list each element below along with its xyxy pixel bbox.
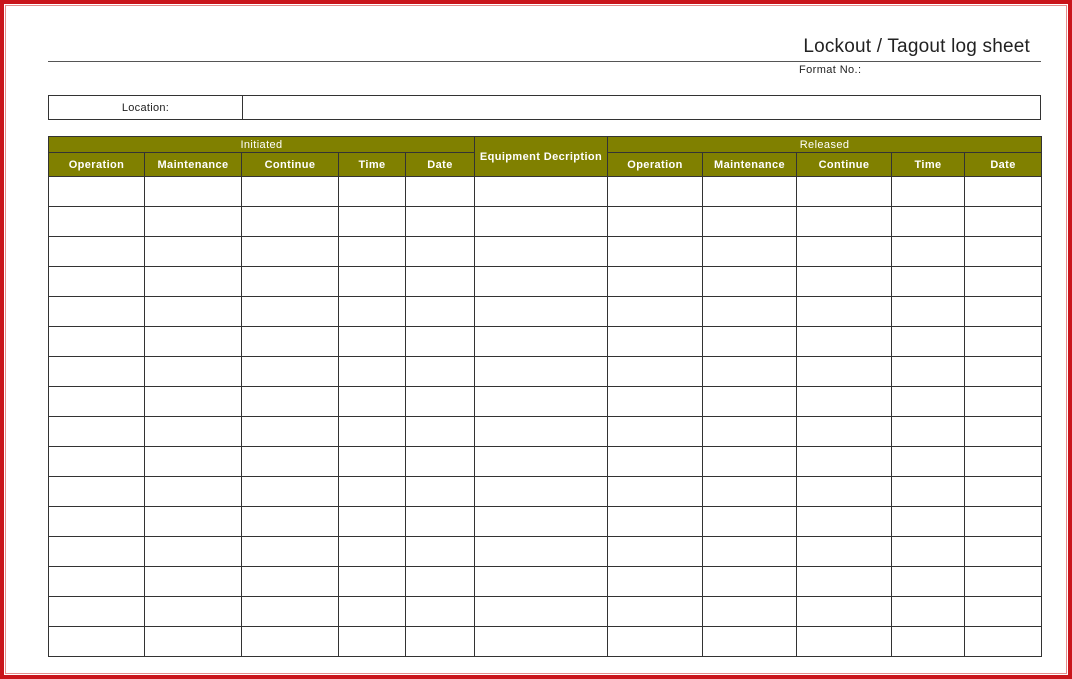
table-cell[interactable] xyxy=(145,537,242,567)
table-cell[interactable] xyxy=(608,357,703,387)
released-maintenance-header: Maintenance xyxy=(703,153,797,177)
table-cell[interactable] xyxy=(703,327,797,357)
table-cell[interactable] xyxy=(49,267,145,297)
table-cell[interactable] xyxy=(475,567,608,597)
location-label: Location: xyxy=(49,96,243,119)
table-cell[interactable] xyxy=(608,627,703,657)
table-row xyxy=(49,567,1042,597)
table-cell[interactable] xyxy=(703,537,797,567)
table-cell[interactable] xyxy=(49,237,145,267)
table-cell[interactable] xyxy=(145,297,242,327)
table-cell[interactable] xyxy=(339,567,406,597)
table-cell[interactable] xyxy=(49,417,145,447)
table-row xyxy=(49,417,1042,447)
table-cell[interactable] xyxy=(475,207,608,237)
table-cell[interactable] xyxy=(703,417,797,447)
table-cell[interactable] xyxy=(145,387,242,417)
table-cell[interactable] xyxy=(49,327,145,357)
table-cell[interactable] xyxy=(703,477,797,507)
released-operation-header: Operation xyxy=(608,153,703,177)
table-cell[interactable] xyxy=(406,207,475,237)
table-cell[interactable] xyxy=(965,297,1042,327)
table-cell[interactable] xyxy=(145,447,242,477)
initiated-group-header: Initiated xyxy=(49,137,475,153)
table-cell[interactable] xyxy=(242,357,339,387)
table-cell[interactable] xyxy=(145,267,242,297)
table-cell[interactable] xyxy=(703,237,797,267)
table-row xyxy=(49,447,1042,477)
equipment-description-header: Equipment Decription xyxy=(475,137,608,177)
table-cell[interactable] xyxy=(797,357,892,387)
table-cell[interactable] xyxy=(242,627,339,657)
table-cell[interactable] xyxy=(145,567,242,597)
table-cell[interactable] xyxy=(242,477,339,507)
table-cell[interactable] xyxy=(406,297,475,327)
table-cell[interactable] xyxy=(892,507,965,537)
table-cell[interactable] xyxy=(145,417,242,447)
table-cell[interactable] xyxy=(703,177,797,207)
table-cell[interactable] xyxy=(406,447,475,477)
table-cell[interactable] xyxy=(608,207,703,237)
table-cell[interactable] xyxy=(892,297,965,327)
table-cell[interactable] xyxy=(406,627,475,657)
table-cell[interactable] xyxy=(608,477,703,507)
table-cell[interactable] xyxy=(339,267,406,297)
table-cell[interactable] xyxy=(406,567,475,597)
table-cell[interactable] xyxy=(145,237,242,267)
table-cell[interactable] xyxy=(49,447,145,477)
table-cell[interactable] xyxy=(406,477,475,507)
title-divider xyxy=(48,61,1041,62)
table-cell[interactable] xyxy=(703,357,797,387)
table-cell[interactable] xyxy=(475,357,608,387)
table-row xyxy=(49,267,1042,297)
initiated-maintenance-header: Maintenance xyxy=(145,153,242,177)
table-cell[interactable] xyxy=(242,297,339,327)
table-cell[interactable] xyxy=(892,357,965,387)
table-cell[interactable] xyxy=(339,477,406,507)
table-cell[interactable] xyxy=(145,357,242,387)
table-cell[interactable] xyxy=(49,627,145,657)
table-cell[interactable] xyxy=(797,297,892,327)
table-row xyxy=(49,207,1042,237)
table-cell[interactable] xyxy=(703,597,797,627)
table-cell[interactable] xyxy=(242,387,339,417)
table-cell[interactable] xyxy=(406,237,475,267)
table-cell[interactable] xyxy=(339,297,406,327)
table-cell[interactable] xyxy=(49,387,145,417)
location-field[interactable] xyxy=(243,96,1040,119)
table-cell[interactable] xyxy=(406,597,475,627)
table-cell[interactable] xyxy=(797,237,892,267)
table-cell[interactable] xyxy=(242,207,339,237)
table-cell[interactable] xyxy=(965,537,1042,567)
table-cell[interactable] xyxy=(892,177,965,207)
table-cell[interactable] xyxy=(797,567,892,597)
table-row xyxy=(49,387,1042,417)
table-row xyxy=(49,627,1042,657)
table-cell[interactable] xyxy=(608,177,703,207)
table-cell[interactable] xyxy=(965,237,1042,267)
table-cell[interactable] xyxy=(339,327,406,357)
table-cell[interactable] xyxy=(965,357,1042,387)
table-cell[interactable] xyxy=(608,237,703,267)
table-cell[interactable] xyxy=(145,507,242,537)
released-group-header: Released xyxy=(608,137,1042,153)
table-cell[interactable] xyxy=(475,417,608,447)
table-cell[interactable] xyxy=(475,297,608,327)
table-cell[interactable] xyxy=(892,537,965,567)
table-cell[interactable] xyxy=(703,207,797,237)
table-cell[interactable] xyxy=(145,207,242,237)
page-title: Lockout / Tagout log sheet xyxy=(803,36,1030,57)
table-cell[interactable] xyxy=(242,327,339,357)
table-cell[interactable] xyxy=(49,507,145,537)
table-cell[interactable] xyxy=(797,417,892,447)
released-time-header: Time xyxy=(892,153,965,177)
table-cell[interactable] xyxy=(703,297,797,327)
table-cell[interactable] xyxy=(475,507,608,537)
table-cell[interactable] xyxy=(406,507,475,537)
table-cell[interactable] xyxy=(475,597,608,627)
table-cell[interactable] xyxy=(406,177,475,207)
table-cell[interactable] xyxy=(608,537,703,567)
table-cell[interactable] xyxy=(339,417,406,447)
table-cell[interactable] xyxy=(475,447,608,477)
log-table xyxy=(48,136,1042,657)
table-cell[interactable] xyxy=(965,447,1042,477)
table-cell[interactable] xyxy=(49,567,145,597)
table-cell[interactable] xyxy=(892,447,965,477)
table-cell[interactable] xyxy=(892,387,965,417)
released-date-header: Date xyxy=(965,153,1042,177)
table-cell[interactable] xyxy=(608,327,703,357)
table-cell[interactable] xyxy=(797,327,892,357)
table-cell[interactable] xyxy=(797,207,892,237)
table-cell[interactable] xyxy=(608,507,703,537)
table-cell[interactable] xyxy=(797,627,892,657)
table-row xyxy=(49,537,1042,567)
table-cell[interactable] xyxy=(145,327,242,357)
format-number-label: Format No.: xyxy=(799,64,862,76)
table-cell[interactable] xyxy=(339,627,406,657)
table-cell[interactable] xyxy=(242,537,339,567)
table-cell[interactable] xyxy=(608,597,703,627)
table-cell[interactable] xyxy=(892,207,965,237)
table-cell[interactable] xyxy=(965,177,1042,207)
table-row xyxy=(49,177,1042,207)
table-cell[interactable] xyxy=(608,567,703,597)
table-cell[interactable] xyxy=(49,357,145,387)
table-cell[interactable] xyxy=(242,177,339,207)
table-cell[interactable] xyxy=(475,387,608,417)
table-cell[interactable] xyxy=(608,297,703,327)
table-cell[interactable] xyxy=(406,267,475,297)
table-row xyxy=(49,297,1042,327)
table-cell[interactable] xyxy=(965,207,1042,237)
table-cell[interactable] xyxy=(703,447,797,477)
table-cell[interactable] xyxy=(608,447,703,477)
table-cell[interactable] xyxy=(965,567,1042,597)
table-cell[interactable] xyxy=(703,567,797,597)
table-cell[interactable] xyxy=(242,567,339,597)
table-cell[interactable] xyxy=(797,597,892,627)
table-row xyxy=(49,597,1042,627)
table-cell[interactable] xyxy=(892,327,965,357)
table-cell[interactable] xyxy=(242,597,339,627)
table-cell[interactable] xyxy=(339,237,406,267)
table-cell[interactable] xyxy=(797,267,892,297)
table-row xyxy=(49,507,1042,537)
table-cell[interactable] xyxy=(475,477,608,507)
table-cell[interactable] xyxy=(145,627,242,657)
table-cell[interactable] xyxy=(475,267,608,297)
initiated-continue-header: Continue xyxy=(242,153,339,177)
table-cell[interactable] xyxy=(406,537,475,567)
table-cell[interactable] xyxy=(406,357,475,387)
table-cell[interactable] xyxy=(797,447,892,477)
table-cell[interactable] xyxy=(49,597,145,627)
table-cell[interactable] xyxy=(475,627,608,657)
table-cell[interactable] xyxy=(49,477,145,507)
table-cell[interactable] xyxy=(797,507,892,537)
table-cell[interactable] xyxy=(339,447,406,477)
table-cell[interactable] xyxy=(965,477,1042,507)
table-cell[interactable] xyxy=(892,267,965,297)
log-table-body xyxy=(49,177,1042,657)
table-cell[interactable] xyxy=(892,567,965,597)
table-cell[interactable] xyxy=(406,387,475,417)
table-cell[interactable] xyxy=(797,387,892,417)
table-row xyxy=(49,237,1042,267)
table-cell[interactable] xyxy=(608,417,703,447)
initiated-operation-header: Operation xyxy=(49,153,145,177)
table-cell[interactable] xyxy=(965,507,1042,537)
table-cell[interactable] xyxy=(49,537,145,567)
table-cell[interactable] xyxy=(339,597,406,627)
table-cell[interactable] xyxy=(475,237,608,267)
table-cell[interactable] xyxy=(406,417,475,447)
table-cell[interactable] xyxy=(475,537,608,567)
table-cell[interactable] xyxy=(965,267,1042,297)
table-cell[interactable] xyxy=(339,207,406,237)
location-row xyxy=(48,95,1041,120)
table-cell[interactable] xyxy=(339,507,406,537)
table-cell[interactable] xyxy=(475,177,608,207)
table-cell[interactable] xyxy=(608,387,703,417)
table-cell[interactable] xyxy=(242,237,339,267)
table-cell[interactable] xyxy=(145,597,242,627)
table-cell[interactable] xyxy=(145,177,242,207)
table-cell[interactable] xyxy=(242,417,339,447)
table-cell[interactable] xyxy=(797,477,892,507)
table-row xyxy=(49,327,1042,357)
table-cell[interactable] xyxy=(892,597,965,627)
table-cell[interactable] xyxy=(339,357,406,387)
table-cell[interactable] xyxy=(797,537,892,567)
table-cell[interactable] xyxy=(965,627,1042,657)
table-row xyxy=(49,477,1042,507)
table-cell[interactable] xyxy=(242,507,339,537)
table-cell[interactable] xyxy=(145,477,242,507)
table-cell[interactable] xyxy=(703,267,797,297)
table-cell[interactable] xyxy=(797,177,892,207)
table-cell[interactable] xyxy=(703,627,797,657)
table-row xyxy=(49,357,1042,387)
table-cell[interactable] xyxy=(406,327,475,357)
table-cell[interactable] xyxy=(49,297,145,327)
table-cell[interactable] xyxy=(339,387,406,417)
table-cell[interactable] xyxy=(608,267,703,297)
table-cell[interactable] xyxy=(339,537,406,567)
table-cell[interactable] xyxy=(892,237,965,267)
table-cell[interactable] xyxy=(965,417,1042,447)
initiated-time-header: Time xyxy=(339,153,406,177)
initiated-date-header: Date xyxy=(406,153,475,177)
table-cell[interactable] xyxy=(892,477,965,507)
table-cell[interactable] xyxy=(965,327,1042,357)
table-cell[interactable] xyxy=(892,417,965,447)
table-cell[interactable] xyxy=(965,597,1042,627)
table-cell[interactable] xyxy=(242,267,339,297)
table-cell[interactable] xyxy=(242,447,339,477)
released-continue-header: Continue xyxy=(797,153,892,177)
table-cell[interactable] xyxy=(892,627,965,657)
table-cell[interactable] xyxy=(49,207,145,237)
table-cell[interactable] xyxy=(703,387,797,417)
table-cell[interactable] xyxy=(965,387,1042,417)
table-cell[interactable] xyxy=(339,177,406,207)
table-cell[interactable] xyxy=(49,177,145,207)
table-cell[interactable] xyxy=(475,327,608,357)
table-cell[interactable] xyxy=(703,507,797,537)
